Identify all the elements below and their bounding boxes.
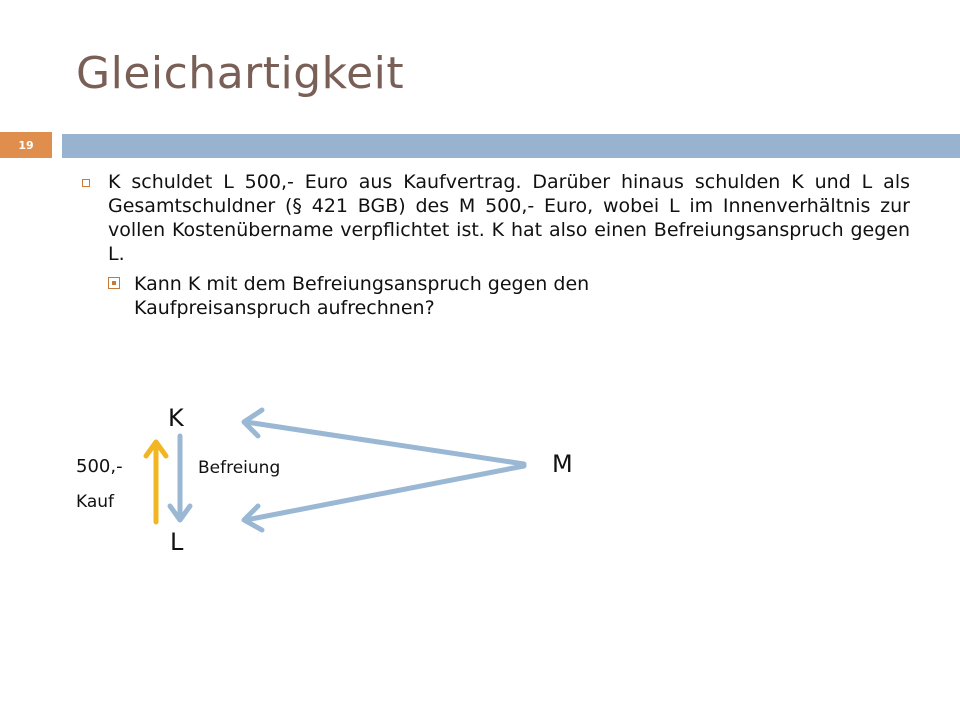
slide-number: 19 (0, 132, 52, 158)
kauf-label: Kauf (76, 492, 115, 512)
m-to-l-arrow (244, 466, 524, 530)
node-k: K (168, 404, 184, 432)
m-to-k-arrow (244, 410, 524, 464)
slide-title: Gleichartigkeit (76, 48, 405, 99)
sub-bullet-text: Kann K mit dem Befreiungsanspruch gegen den Kaufpreisanspruch aufrechnen? (134, 273, 590, 319)
bullet-text: K schuldet L 500,- Euro aus Kaufvertrag. Darüber hinaus schulden K und L als Gesamtschuldner (§ 421 BGB) des M 500,- Euro, wobei L im Innenverhältnis zur vollen Kostenübername verpflichtet ist. K hat also einen Befreiungsanspruch gegen L. (108, 171, 910, 265)
amount-label: 500,- (76, 456, 123, 477)
node-m: M (552, 450, 573, 478)
befreiung-arrow (170, 436, 190, 520)
befreiung-label: Befreiung (198, 458, 281, 478)
kauf-arrow (146, 442, 166, 522)
node-l: L (170, 528, 184, 556)
